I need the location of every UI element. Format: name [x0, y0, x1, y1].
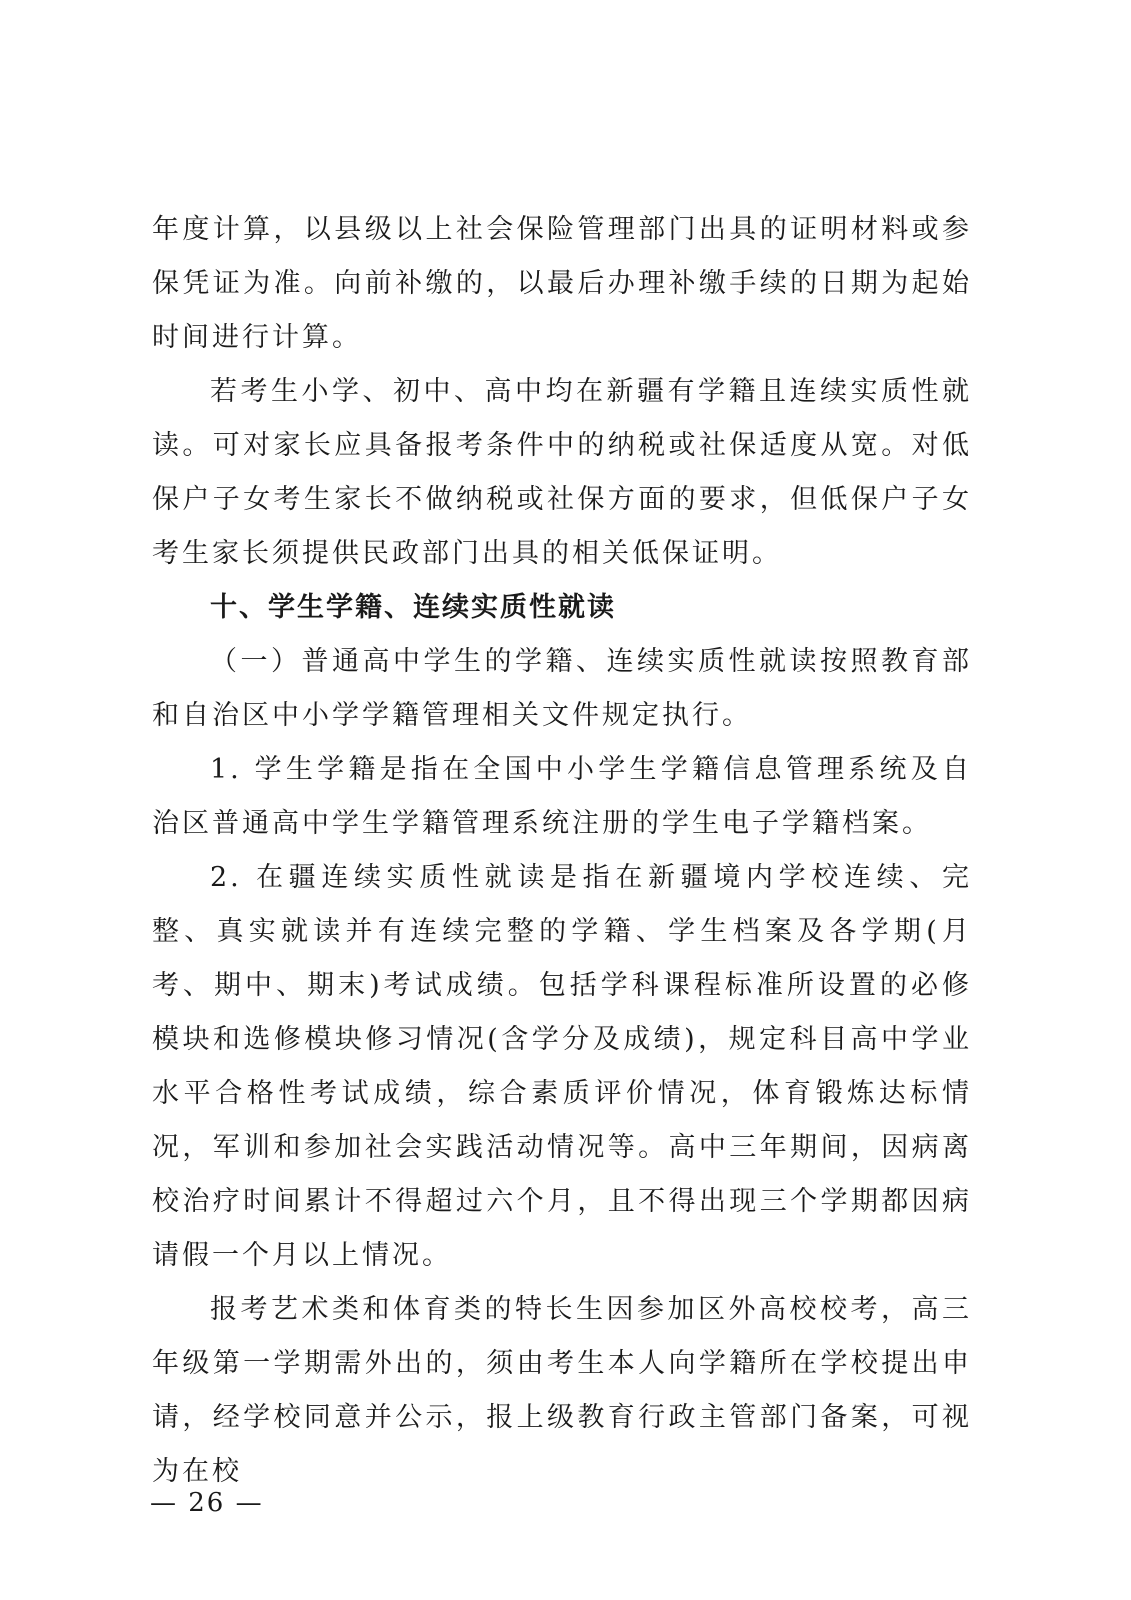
- paragraph-art-sports-students: 报考艺术类和体育类的特长生因参加区外高校校考，高三年级第一学期需外出的，须由考生本人向学籍所在学校提出申请，经学校同意并公示，报上级教育行政主管部门备案，可视为在校: [152, 1294, 972, 1487]
- section-heading-student-status: 十、学生学籍、连续实质性就读: [210, 592, 616, 623]
- page-number: — 26 —: [150, 1488, 264, 1518]
- paragraph-item-2-continuous-study: 2. 在疆连续实质性就读是指在新疆境内学校连续、完整、真实就读并有连续完整的学籍、学生档案及各学期(月考、期中、期末)考试成绩。包括学科课程标准所设置的必修模块和选修模块修习情况(含学分及成绩)，规定科目高中学业水平合格性考试成绩，综合素质评价情况，体育锻炼达标情况，军训和参加社会实践活动情况等。高中三年期间，因病离校治疗时间累计不得超过六个月，且不得出现三个学期都因病请假一个月以上情况。: [152, 862, 972, 1271]
- paragraph-item-1-student-registry: 1. 学生学籍是指在全国中小学生学籍信息管理系统及自治区普通高中学生学籍管理系统注册的学生电子学籍档案。: [152, 754, 972, 839]
- paragraph-clause-one: （一）普通高中学生的学籍、连续实质性就读按照教育部和自治区中小学学籍管理相关文件规定执行。: [152, 646, 972, 731]
- paragraph-insurance-calculation: 年度计算，以县级以上社会保险管理部门出具的证明材料或参保凭证为准。向前补缴的，以最后办理补缴手续的日期为起始时间进行计算。: [152, 214, 972, 353]
- document-body: [152, 203, 972, 1499]
- paragraph-xinjiang-relaxation: 若考生小学、初中、高中均在新疆有学籍且连续实质性就读。可对家长应具备报考条件中的纳税或社保适度从宽。对低保户子女考生家长不做纳税或社保方面的要求，但低保户子女考生家长须提供民政部门出具的相关低保证明。: [152, 376, 972, 569]
